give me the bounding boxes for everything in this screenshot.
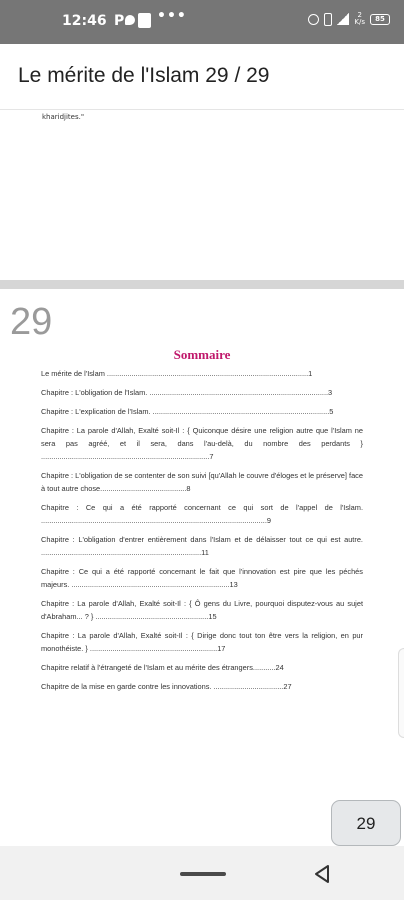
toc-entry[interactable]: Chapitre : Ce qui a été rapporté concernant ce qui sort de l'appel de l'Islam. ..............................................................................................................9 — [41, 503, 363, 525]
toc-entry[interactable]: Chapitre : L'obligation de l'Islam. .......................................................................................3 — [41, 388, 333, 397]
previous-page-text: kharidjites." — [42, 113, 85, 121]
battery-icon: 85 — [370, 14, 390, 25]
toc-list — [41, 367, 363, 699]
alarm-icon — [308, 14, 319, 25]
navigation-bar — [0, 846, 404, 900]
toc-entry[interactable]: Chapitre relatif à l'étrangeté de l'Islam et au mérite des étrangers...........24 — [41, 663, 284, 672]
status-time: 12:46 — [62, 13, 107, 29]
net-speed-unit: K/s — [354, 18, 365, 26]
toc-entry[interactable]: Chapitre : L'explication de l'Islam. ......................................................................................5 — [41, 407, 334, 416]
page-divider — [0, 280, 404, 289]
back-triangle-icon[interactable] — [313, 864, 331, 884]
page-title: Le mérite de l'Islam 29 / 29 — [18, 64, 270, 87]
toc-entry[interactable]: Chapitre : Ce qui a été rapporté concernant le fait que l'innovation est pire que les péchés majeurs. .............................................................................13 — [41, 567, 363, 589]
toc-title: Sommaire — [173, 347, 231, 362]
vibrate-icon — [324, 13, 332, 26]
status-bar — [0, 0, 404, 44]
net-speed-value: 2 — [357, 11, 362, 19]
toc-entry[interactable]: Chapitre : L'obligation d'entrer entièrement dans l'Islam et de délaisser tout ce qui est autre. ..............................................................................11 — [41, 535, 363, 557]
scroll-handle[interactable] — [398, 648, 404, 738]
toc-entry[interactable]: Chapitre : L'obligation de se contenter de son suivi [qu'Allah le couvre d'éloges et le préserve] face à tout autre chose..........................................8 — [41, 471, 363, 493]
previous-page[interactable] — [0, 110, 404, 280]
toc-entry[interactable]: Chapitre : La parole d'Allah, Exalté soit-Il : { Dirige donc tout ton être vers la religion, en pur monothéiste. } ..............................................................17 — [41, 631, 363, 653]
chat-bubble-icon — [125, 15, 135, 25]
notification-square-icon — [138, 13, 151, 28]
toc-entry[interactable]: Chapitre : La parole d'Allah, Exalté soit-Il : { Quiconque désire une religion autre que l'Islam ne sera pas agréé, et il sera, dans l'au-delà, du nombre des perdants } ..................................................................................7 — [41, 426, 363, 461]
home-pill-icon[interactable] — [180, 872, 226, 876]
page-number-label: 29 — [10, 301, 53, 343]
toc-entry[interactable]: Chapitre : La parole d'Allah, Exalté soit-Il : { Ô gens du Livre, pourquoi disputez-vous au sujet d'Abraham... ? } .......................................................15 — [41, 599, 363, 621]
status-icons — [308, 12, 390, 26]
p-indicator: P — [114, 13, 125, 29]
toc-entry[interactable]: Chapitre de la mise en garde contre les innovations. ..................................27 — [41, 682, 292, 691]
current-page[interactable] — [0, 289, 404, 845]
app-header — [0, 44, 404, 110]
signal-icon — [337, 13, 349, 25]
toc-entry[interactable]: Le mérite de l'Islam ..................................................................................................1 — [41, 369, 313, 378]
page-indicator-button[interactable]: 29 — [331, 800, 401, 846]
more-notifications-icon: ••• — [157, 8, 187, 24]
network-speed — [354, 12, 365, 26]
